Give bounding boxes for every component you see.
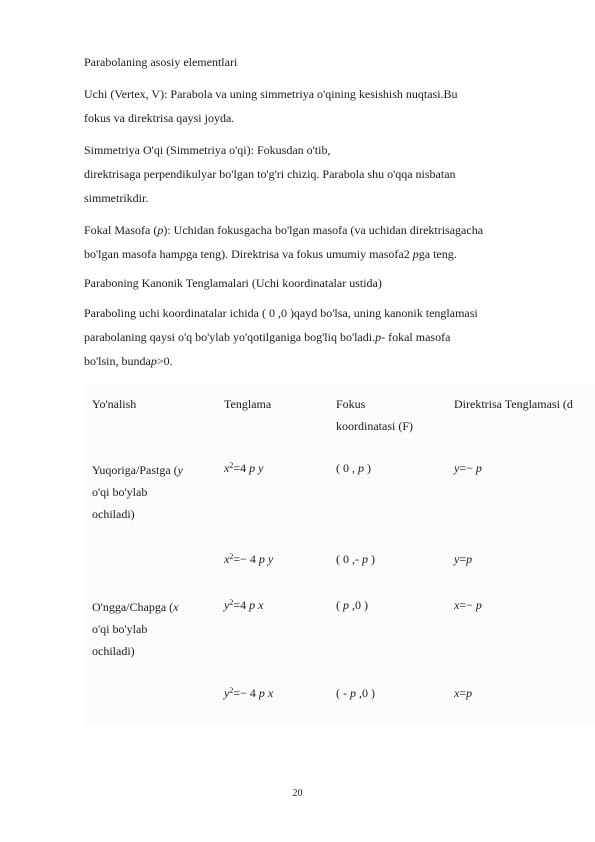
- axis-line-3: simmetrikdir.: [84, 191, 149, 205]
- parabola-table: [84, 385, 595, 725]
- canonical-line-3: bo'lsin, bundap>0.: [84, 354, 173, 368]
- canonical-line-1: Paraboling uchi koordinatalar ichida ( 0 ,0 )qayd bo'lsa, uning kanonik tenglamasi: [84, 306, 478, 320]
- row1-direction-2: o'qi bo'ylab: [92, 485, 148, 499]
- canonical-heading: Paraboning Kanonik Tenglamalari (Uchi koordinatalar ustida): [84, 276, 382, 290]
- header-direction: Yo'nalish: [92, 397, 137, 411]
- row4-equation: $y^2=- 4$ p x: [224, 686, 274, 700]
- row2-equation: $x^2=- 4$ p y: [224, 552, 274, 566]
- row1-focus: ( 0 , p ): [336, 461, 371, 475]
- row3-direction-3: ochiladi): [92, 644, 135, 658]
- section-heading: Parabolaning asosiy elementlari: [84, 55, 238, 69]
- row3-directrix: x=− p: [454, 598, 482, 612]
- row4-directrix: x=p: [454, 686, 473, 700]
- header-equation: Tenglama: [224, 397, 272, 411]
- axis-line-2: direktrisaga perpendikulyar bo'lgan to'g'ri chiziq. Parabola shu o'qqa nisbatan: [84, 167, 456, 181]
- row2-focus: ( 0 ,- p ): [336, 552, 375, 566]
- page-number: 20: [292, 788, 303, 799]
- focal-line-2: bo'lgan masofa hampga teng). Direktrisa va fokus umumiy masofa2 pga teng.: [84, 247, 457, 261]
- row3-equation: $y^2=4$ p x: [224, 598, 264, 612]
- canonical-line-2: parabolaning qaysi o'q bo'ylab yo'qotilganiga bog'liq bo'ladi.p- fokal masofa: [84, 330, 451, 344]
- header-focus-2: koordinatasi (F): [336, 419, 413, 433]
- focal-line-1: Fokal Masofa (p): Uchidan fokusgacha bo'lgan masofa (va uchidan direktrisagacha: [84, 223, 484, 237]
- axis-line-1: Simmetriya O'qi (Simmetriya o'qi): Fokusdan o'tib,: [84, 143, 331, 157]
- vertex-line-1: Uchi (Vertex, V): Parabola va uning simmetriya o'qining kesishish nuqtasi.Bu: [84, 87, 458, 101]
- header-directrix: Direktrisa Tenglamasi (d: [454, 397, 573, 411]
- row2-directrix: y=p: [454, 552, 473, 566]
- header-focus: Fokus: [336, 397, 366, 411]
- row1-direction-3: ochiladi): [92, 507, 135, 521]
- row3-direction-1: O'ngga/Chapga (x: [92, 600, 179, 614]
- row1-equation: $x^2=4$ p y: [224, 461, 264, 475]
- row1-directrix: y=− p: [454, 461, 482, 475]
- row3-direction-2: o'qi bo'ylab: [92, 622, 148, 636]
- vertex-line-2: fokus va direktrisa qaysi joyda.: [84, 111, 235, 125]
- row4-focus: ( - p ,0 ): [336, 686, 375, 700]
- row3-focus: ( p ,0 ): [336, 598, 368, 612]
- row1-direction-1: Yuqoriga/Pastga (y: [92, 463, 183, 477]
